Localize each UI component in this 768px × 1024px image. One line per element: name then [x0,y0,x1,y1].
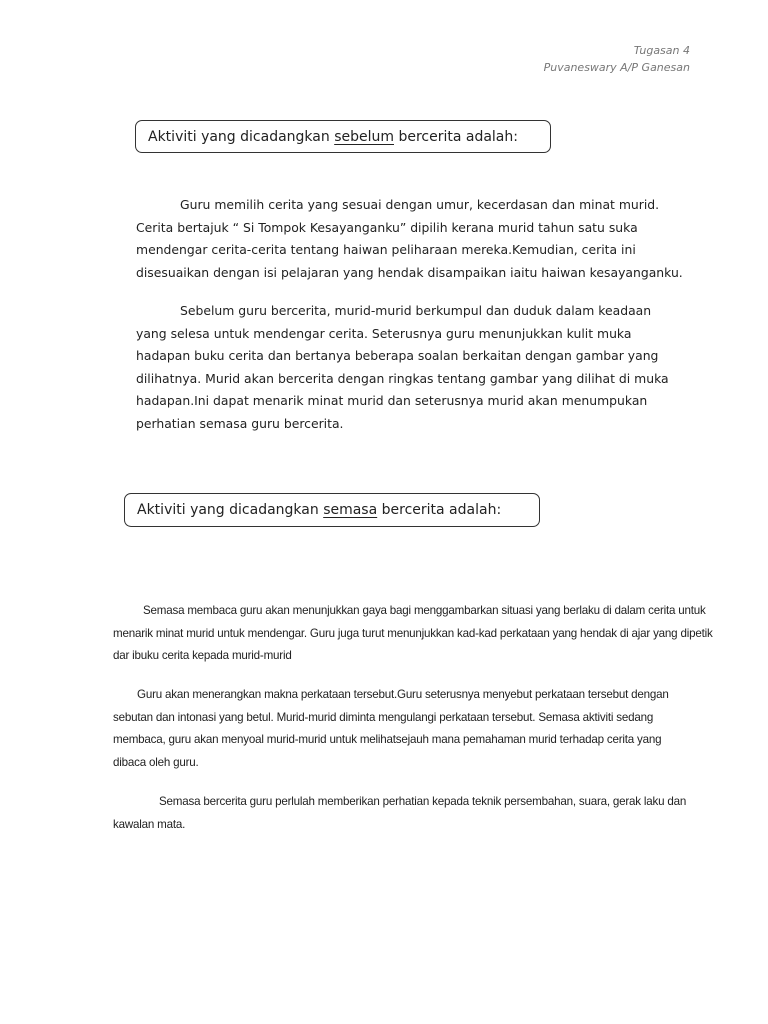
author-name: Puvaneswary A/P Ganesan [543,61,690,74]
paragraph-before-1: Guru memilih cerita yang sesuai dengan umur, kecerdasan dan minat murid. Cerita bertajuk “ Si Tompok Kesayanganku” dipilih kerana murid tahun satu suka mendengar cerita-cerita tentang haiwan peliharaan mereka.Kemudian, cerita ini disesuaikan dengan isi pelajaran yang hendak disampaikan iaitu haiwan kesayanganku. [136,197,683,280]
heading-prefix: Aktiviti yang dicadangkan [137,502,324,518]
heading-suffix: bercerita adalah: [377,502,502,518]
section-heading-before [135,120,551,153]
page-header [544,42,690,76]
heading-emphasis: sebelum [334,128,394,145]
paragraph-during-1: Semasa membaca guru akan menunjukkan gaya bagi menggambarkan situasi yang berlaku di dalam cerita untuk menarik minat murid untuk mendengar. Guru juga turut menunjukkan kad-kad perkataan yang hendak di ajar yang dipetik dar ibuku cerita kepada murid-murid [113,604,713,662]
heading-prefix: Aktiviti yang dicadangkan [148,128,335,145]
heading-suffix: bercerita adalah: [394,128,518,145]
paragraph-during-2: Guru akan menerangkan makna perkataan tersebut.Guru seterusnya menyebut perkataan tersebut dengan sebutan dan intonasi yang betul. Murid-murid diminta mengulangi perkataan tersebut. Semasa aktiviti sedang membaca, guru akan menyoal murid-murid untuk melihatsejauh mana pemahaman murid terhadap cerita yang dibaca oleh guru. [113,688,669,769]
heading-emphasis: semasa [323,502,378,518]
paragraph-before-2: Sebelum guru bercerita, murid-murid berkumpul dan duduk dalam keadaan yang selesa untuk mendengar cerita. Seterusnya guru menunjukkan kulit muka hadapan buku cerita dan bertanya beberapa soalan berkaitan dengan gambar yang dilihatnya. Murid akan bercerita dengan ringkas tentang gambar yang dilihat di muka hadapan.Ini dapat menarik minat murid dan seterusnya murid akan menumpukan perhatian semasa guru bercerita. [136,303,669,431]
assignment-label: Tugasan 4 [633,44,690,57]
section-heading-during [124,493,540,527]
paragraph-during-3: Semasa bercerita guru perlulah memberikan perhatian kepada teknik persembahan, suara, gerak laku dan kawalan mata. [113,795,687,831]
